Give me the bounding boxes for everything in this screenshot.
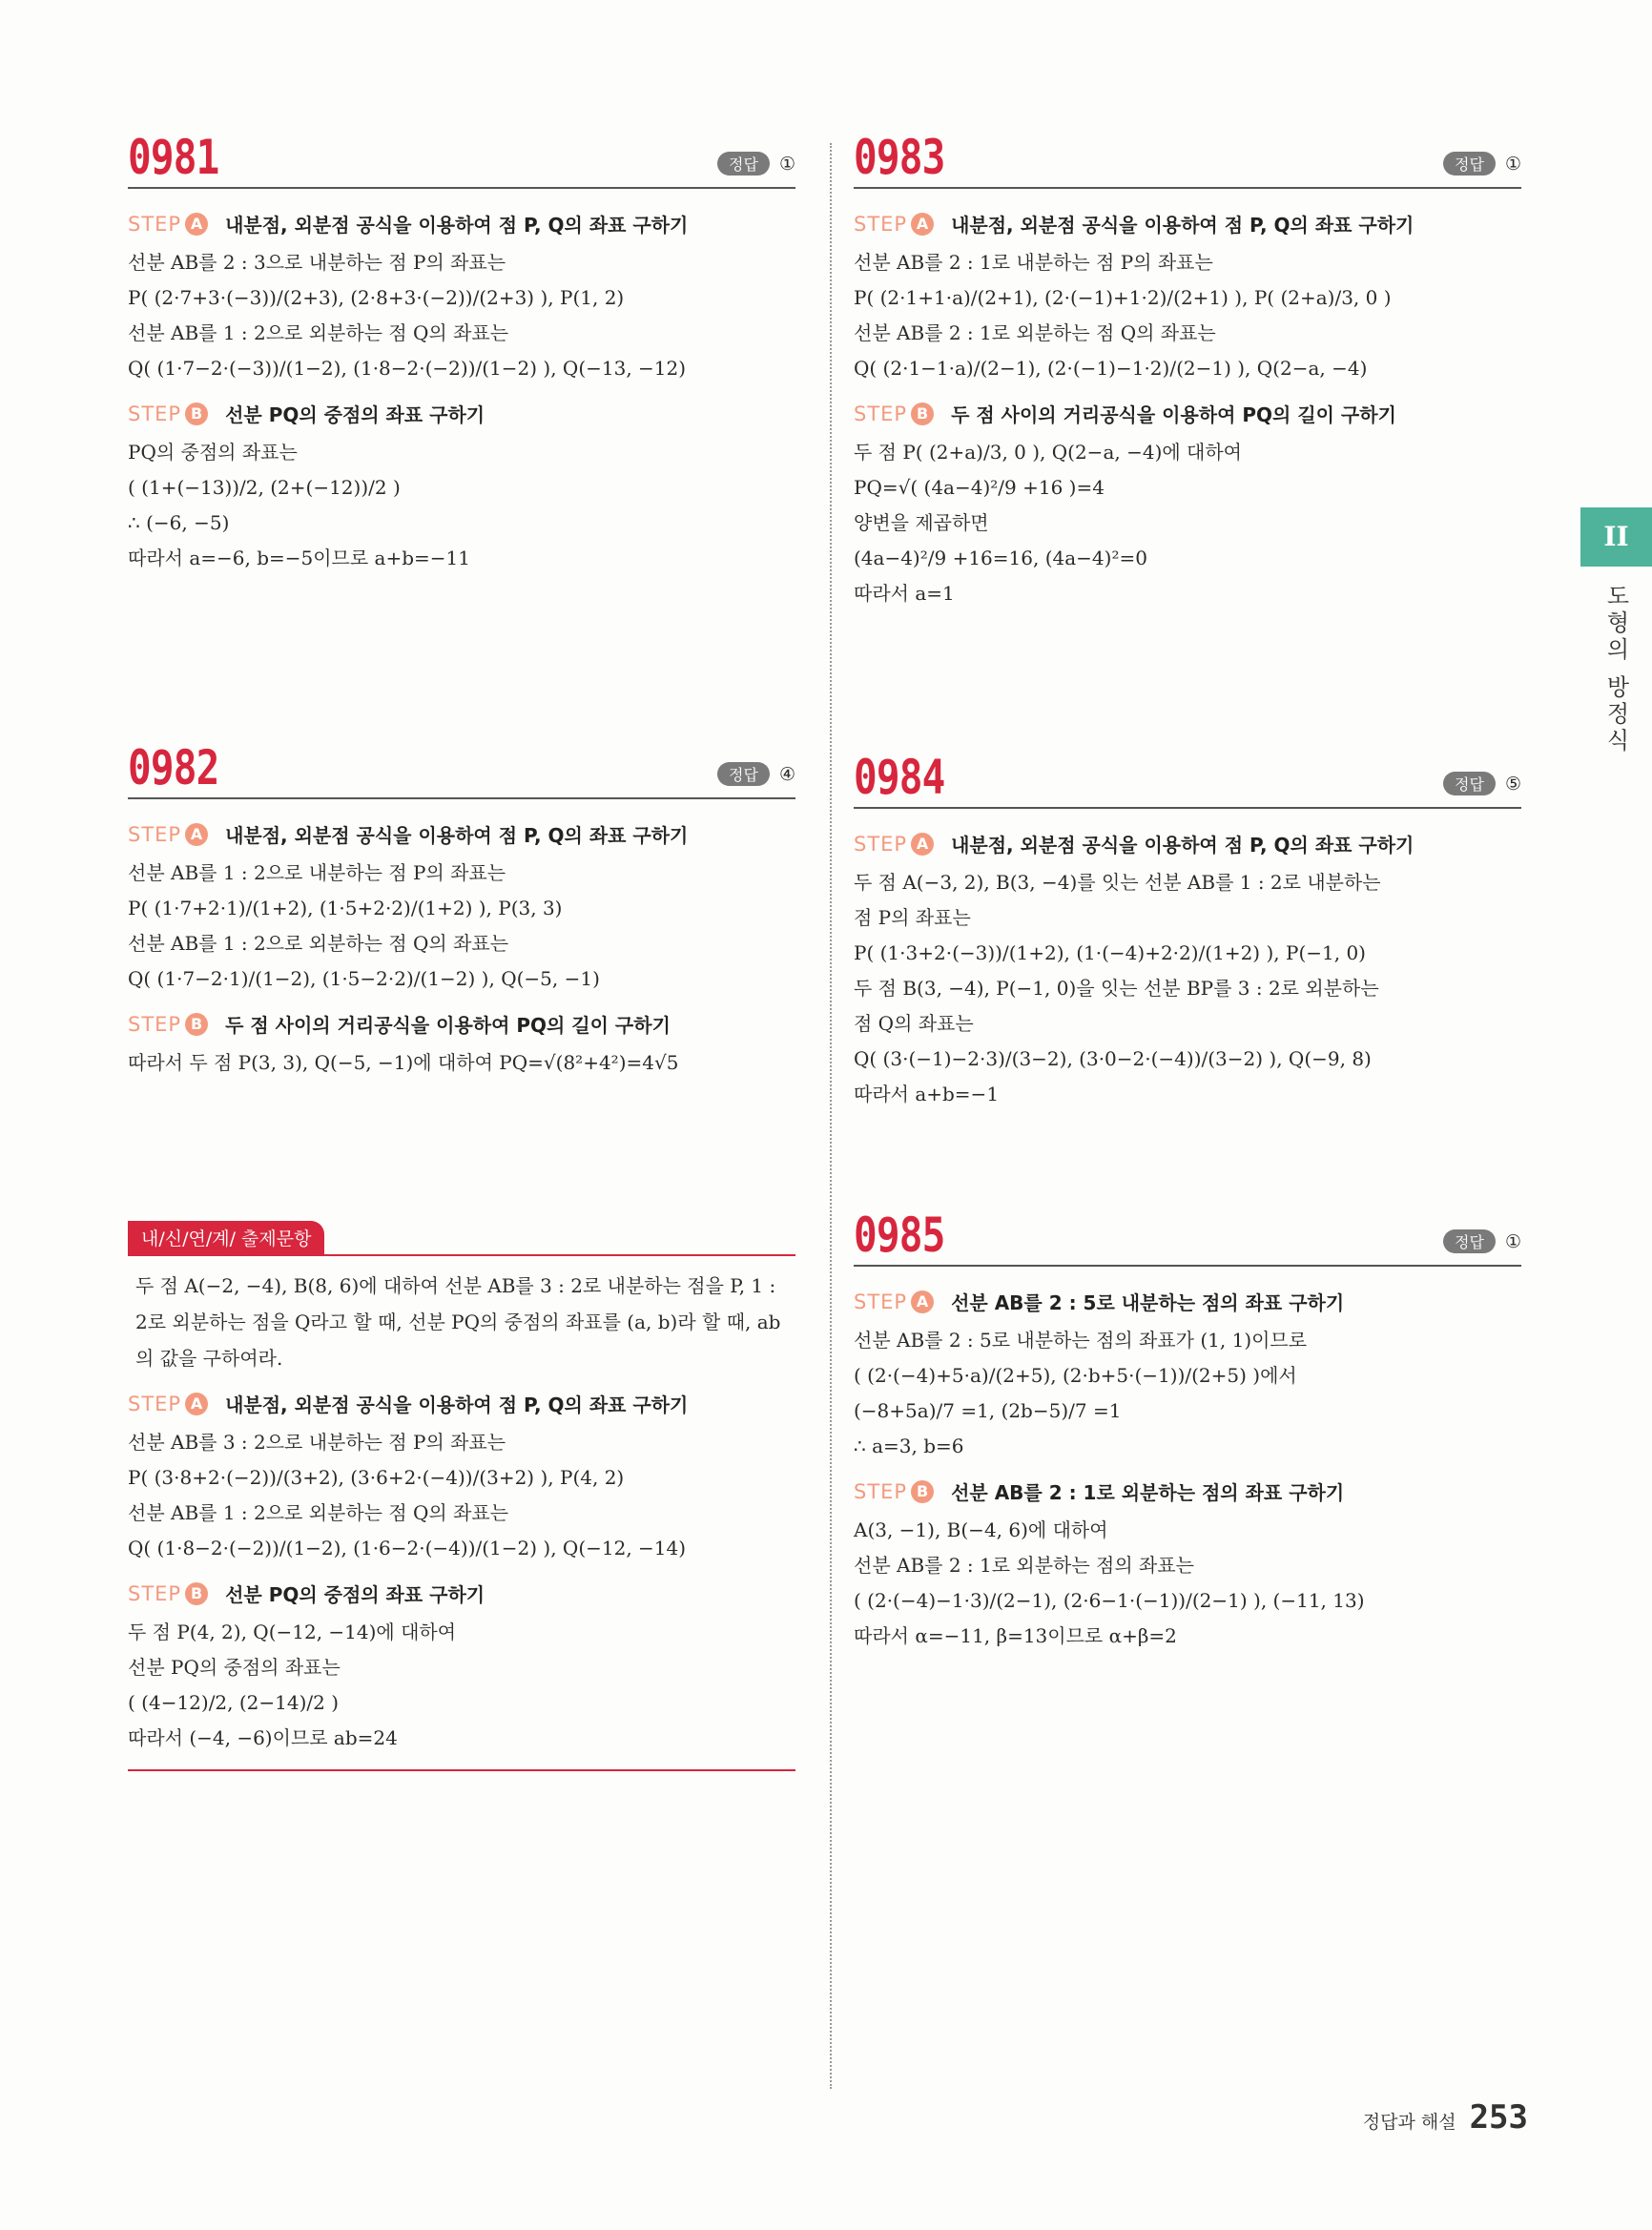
problem-header (854, 750, 1521, 809)
solution-line: P( (1·7+2·1)/(1+2), (1·5+2·2)/(1+2) ), P(3, 3) (128, 897, 563, 919)
solution-line: 두 점 A(−3, 2), B(3, −4)를 잇는 선분 AB를 1 : 2로 내분하는 (854, 871, 1381, 894)
step-mark: A (185, 213, 208, 236)
naesin-bottom-rule (128, 1769, 795, 1771)
solution-line: 선분 AB를 1 : 2으로 외분하는 점 Q의 좌표는 (128, 1501, 509, 1524)
answer-value: ① (778, 153, 795, 175)
problem-number: 0985 (854, 1208, 945, 1263)
page-footer (1363, 2098, 1528, 2137)
step-b (854, 400, 1521, 427)
step-label: STEP (854, 402, 908, 425)
answer (1443, 772, 1521, 795)
problem-number: 0981 (128, 130, 219, 185)
answer-badge: 정답 (717, 762, 770, 786)
right-column (854, 130, 1521, 1654)
solution-line: 두 점 P(4, 2), Q(−12, −14)에 대하여 (128, 1621, 457, 1643)
answer-value: ① (1504, 1230, 1521, 1252)
problem-header (854, 1208, 1521, 1267)
problem-0984 (854, 750, 1521, 1211)
step-b (128, 1010, 795, 1038)
step-title: 선분 PQ의 중점의 좌표 구하기 (225, 403, 485, 426)
solution-line: 따라서 a=−6, b=−5이므로 a+b=−11 (128, 547, 471, 569)
solution-line: ∴ a=3, b=6 (854, 1435, 964, 1457)
step-title: 선분 AB를 2 : 1로 외분하는 점의 좌표 구하기 (951, 1481, 1345, 1504)
solution-line: 따라서 (−4, −6)이므로 ab=24 (128, 1726, 398, 1749)
solution-line: P( (2·1+1·a)/(2+1), (2·(−1)+1·2)/(2+1) ), P( (2+a)/3, 0 ) (854, 286, 1392, 309)
solution-line: 따라서 a=1 (854, 582, 955, 605)
solution-line: ( (4−12)/2, (2−14)/2 ) (128, 1691, 340, 1714)
step-b (854, 1477, 1521, 1505)
solution-line: 따라서 두 점 P(3, 3), Q(−5, −1)에 대하여 PQ=√(8²+4²)=4√5 (128, 1051, 679, 1074)
step-label: STEP (854, 1479, 908, 1503)
left-column (128, 130, 795, 1771)
solution-line: 두 점 P( (2+a)/3, 0 ), Q(2−a, −4)에 대하여 (854, 441, 1243, 464)
solution-line: 선분 AB를 2 : 5로 내분하는 점의 좌표가 (1, 1)이므로 (854, 1329, 1308, 1352)
step-mark: B (911, 403, 934, 425)
answer-value: ① (1504, 153, 1521, 175)
solution-line: 점 Q의 좌표는 (854, 1012, 974, 1035)
step-title: 내분점, 외분점 공식을 이용하여 점 P, Q의 좌표 구하기 (225, 824, 689, 847)
answer-badge: 정답 (717, 152, 770, 176)
step-label: STEP (128, 1012, 182, 1036)
naesin-header (128, 1221, 795, 1256)
solution-line: 양변을 제곱하면 (854, 511, 989, 534)
step-b (128, 1580, 795, 1607)
solution-line: PQ=√( (4a−4)²/9 +16 )=4 (854, 476, 1105, 499)
problem-0985 (854, 1208, 1521, 1654)
solution-line: 선분 AB를 1 : 2으로 내분하는 점 P의 좌표는 (128, 861, 506, 884)
answer-badge: 정답 (1443, 772, 1496, 795)
step-title: 내분점, 외분점 공식을 이용하여 점 P, Q의 좌표 구하기 (951, 834, 1415, 857)
step-label: STEP (128, 822, 182, 846)
step-mark: B (185, 1582, 208, 1605)
step-title: 두 점 사이의 거리공식을 이용하여 PQ의 길이 구하기 (225, 1014, 671, 1037)
solution-line: P( (3·8+2·(−2))/(3+2), (3·6+2·(−4))/(3+2) ), P(4, 2) (128, 1466, 625, 1489)
solution-line: Q( (1·7−2·1)/(1−2), (1·5−2·2)/(1−2) ), Q(−5, −1) (128, 967, 600, 990)
solution-line: ( (2·(−4)−1·3)/(2−1), (2·6−1·(−1))/(2−1) ), (−11, 13) (854, 1589, 1365, 1612)
solution-line: ( (2·(−4)+5·a)/(2+5), (2·b+5·(−1))/(2+5) )에서 (854, 1364, 1297, 1387)
answer (1443, 1229, 1521, 1253)
problem-0981 (128, 130, 795, 744)
problem-header (128, 130, 795, 189)
step-title: 두 점 사이의 거리공식을 이용하여 PQ의 길이 구하기 (951, 403, 1396, 426)
answer (1443, 152, 1521, 176)
naesin-question: 두 점 A(−2, −4), B(8, 6)에 대하여 선분 AB를 3 : 2로 내분하는 점을 P, 1 : 2로 외분하는 점을 Q라고 할 때, 선분 PQ의 중점의 좌표를 (a, b)라 할 때, ab의 값을 구하여라. (135, 1274, 781, 1370)
step-a (128, 210, 795, 237)
step-mark: A (185, 823, 208, 846)
problem-number: 0982 (128, 740, 219, 795)
solution-line: P( (1·3+2·(−3))/(1+2), (1·(−4)+2·2)/(1+2) ), P(−1, 0) (854, 941, 1366, 964)
chapter-number: II (1580, 507, 1652, 567)
step-title: 내분점, 외분점 공식을 이용하여 점 P, Q의 좌표 구하기 (951, 214, 1415, 237)
solution-line: 따라서 α=−11, β=13이므로 α+β=2 (854, 1624, 1177, 1647)
answer-badge: 정답 (1443, 152, 1496, 176)
solution-line: Q( (3·(−1)−2·3)/(3−2), (3·0−2·(−4))/(3−2) ), Q(−9, 8) (854, 1047, 1372, 1070)
solution-line: ( (1+(−13))/2, (2+(−12))/2 ) (128, 476, 401, 499)
solution-line: (4a−4)²/9 +16=16, (4a−4)²=0 (854, 547, 1147, 569)
step-label: STEP (854, 212, 908, 236)
chapter-title: 도형의 방정식 (1602, 584, 1629, 755)
step-label: STEP (854, 832, 908, 856)
problem-number: 0984 (854, 750, 945, 805)
solution-line: 두 점 B(3, −4), P(−1, 0)을 잇는 선분 BP를 3 : 2로 외분하는 (854, 977, 1379, 1000)
solution-line: 따라서 a+b=−1 (854, 1083, 1000, 1105)
answer-value: ⑤ (1504, 773, 1521, 795)
problem-0982 (128, 740, 795, 1221)
solution-line: 점 P의 좌표는 (854, 906, 971, 929)
page-number: 253 (1469, 2098, 1528, 2137)
solution-line: Q( (2·1−1·a)/(2−1), (2·(−1)−1·2)/(2−1) ), Q(2−a, −4) (854, 357, 1368, 380)
step-a (854, 210, 1521, 237)
solution-line: Q( (1·8−2·(−2))/(1−2), (1·6−2·(−4))/(1−2) ), Q(−12, −14) (128, 1537, 687, 1559)
step-a (854, 1288, 1521, 1315)
solution-line: 선분 PQ의 중점의 좌표는 (128, 1656, 341, 1679)
solution-line: (−8+5a)/7 =1, (2b−5)/7 =1 (854, 1399, 1122, 1422)
step-mark: A (185, 1393, 208, 1415)
solution-line: 선분 AB를 1 : 2으로 외분하는 점 Q의 좌표는 (128, 932, 509, 955)
naesin-box (128, 1221, 795, 1771)
solution-line: A(3, −1), B(−4, 6)에 대하여 (854, 1518, 1108, 1541)
step-label: STEP (128, 402, 182, 425)
step-mark: A (911, 213, 934, 236)
problem-header (854, 130, 1521, 189)
step-title: 선분 PQ의 중점의 좌표 구하기 (225, 1583, 485, 1606)
naesin-tag: 내/신/연/계/ 출제문항 (128, 1221, 324, 1254)
solution-line: P( (2·7+3·(−3))/(2+3), (2·8+3·(−2))/(2+3) ), P(1, 2) (128, 286, 625, 309)
step-a (128, 1390, 795, 1417)
chapter-side-tab (1580, 507, 1652, 755)
step-mark: A (911, 833, 934, 856)
step-b (128, 400, 795, 427)
solution-line: 선분 AB를 3 : 2으로 내분하는 점 P의 좌표는 (128, 1431, 506, 1454)
answer (717, 152, 795, 176)
step-a (854, 830, 1521, 857)
solution-line: PQ의 중점의 좌표는 (128, 441, 298, 464)
step-label: STEP (128, 212, 182, 236)
solution-line: 선분 AB를 2 : 3으로 내분하는 점 P의 좌표는 (128, 251, 506, 274)
problem-0983 (854, 130, 1521, 754)
solution-line: 선분 AB를 1 : 2으로 외분하는 점 Q의 좌표는 (128, 321, 509, 344)
step-mark: B (185, 1013, 208, 1036)
step-title: 선분 AB를 2 : 5로 내분하는 점의 좌표 구하기 (951, 1291, 1345, 1314)
footer-label: 정답과 해설 (1362, 2112, 1456, 2133)
step-title: 내분점, 외분점 공식을 이용하여 점 P, Q의 좌표 구하기 (225, 1394, 689, 1416)
answer-badge: 정답 (1443, 1229, 1496, 1253)
solution-line: 선분 AB를 2 : 1로 외분하는 점의 좌표는 (854, 1554, 1194, 1577)
solution-line: 선분 AB를 2 : 1로 내분하는 점 P의 좌표는 (854, 251, 1213, 274)
answer-value: ④ (778, 763, 795, 785)
solution-line: 선분 AB를 2 : 1로 외분하는 점 Q의 좌표는 (854, 321, 1216, 344)
column-divider (830, 143, 832, 2089)
step-mark: B (185, 403, 208, 425)
answer (717, 762, 795, 786)
step-label: STEP (854, 1290, 908, 1313)
step-mark: B (911, 1480, 934, 1503)
step-label: STEP (128, 1581, 182, 1605)
problem-number: 0983 (854, 130, 945, 185)
step-label: STEP (128, 1392, 182, 1415)
solution-line: Q( (1·7−2·(−3))/(1−2), (1·8−2·(−2))/(1−2) ), Q(−13, −12) (128, 357, 687, 380)
solution-line: ∴ (−6, −5) (128, 511, 230, 534)
step-a (128, 820, 795, 848)
step-title: 내분점, 외분점 공식을 이용하여 점 P, Q의 좌표 구하기 (225, 214, 689, 237)
problem-header (128, 740, 795, 799)
step-mark: A (911, 1291, 934, 1313)
